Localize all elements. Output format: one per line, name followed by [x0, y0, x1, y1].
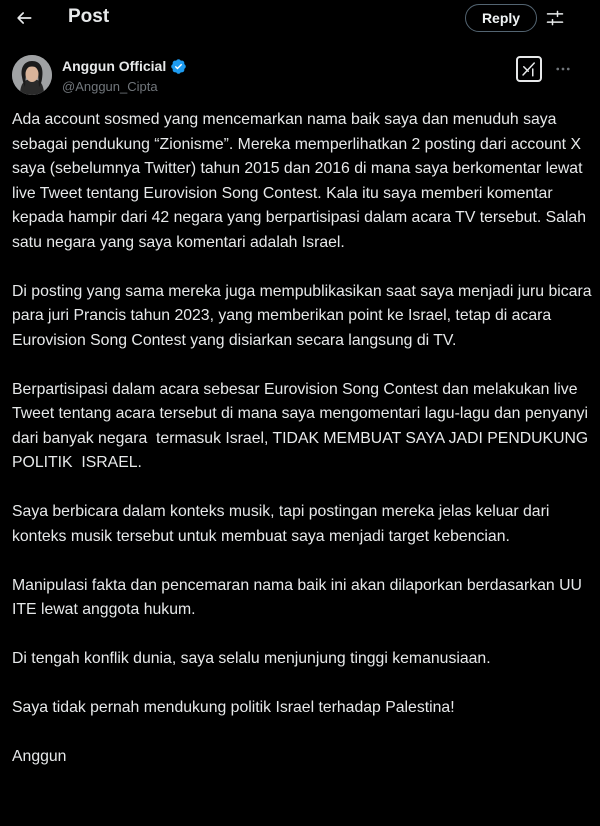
arrow-left-icon: [14, 8, 34, 28]
avatar[interactable]: [12, 55, 52, 95]
author-handle[interactable]: @Anggun_Cipta: [62, 79, 158, 94]
page-title: Post: [68, 6, 110, 27]
post-text: [12, 108, 594, 770]
post-paragraph: Manipulasi fakta dan pencemaran nama baik ini akan dilaporkan berdasarkan UU ITE lewat anggota hukum.: [12, 576, 587, 618]
sliders-icon: [545, 8, 565, 28]
post-signature: Anggun: [12, 748, 67, 765]
more-options-button[interactable]: [552, 58, 574, 80]
author-display-name[interactable]: Anggun Official: [62, 58, 167, 74]
post-paragraph: Di posting yang sama mereka juga mempublikasikan saat saya menjadi juru bicara para juri Prancis tahun 2023, yang memberikan point ke Israel, tetap di acara Eurovision Song Contest yang disiarkan secara langsung di TV.: [12, 282, 596, 349]
more-horizontal-icon: [554, 60, 572, 78]
back-button[interactable]: [10, 4, 38, 32]
avatar-image: [12, 55, 52, 95]
reply-button[interactable]: Reply: [465, 4, 537, 32]
post-paragraph: Ada account sosmed yang mencemarkan nama baik saya dan menuduh saya sebagai pendukung “Zionisme”. Mereka memperlihatkan 2 posting dari account X saya (sebelumnya Twitter) tahun 2015 dan 2016 di mana saya berkomentar lewat live Tweet tentang Eurovision Song Contest. Kala itu saya memberi komentar kepada hampir dari 42 negara yang berpartisipasi dalam acara TV tersebut. Salah satu negara yang saya komentari adalah Israel.: [12, 111, 591, 251]
top-bar: [0, 0, 600, 36]
post-paragraph: Di tengah konflik dunia, saya selalu menjunjung tinggi kemanusiaan.: [12, 650, 491, 667]
settings-button[interactable]: [542, 6, 568, 30]
post-paragraph: Saya berbicara dalam konteks musik, tapi postingan mereka jelas keluar dari konteks musik tersebut untuk membuat saya menjadi target kebencian.: [12, 503, 554, 545]
post-paragraph: Berpartisipasi dalam acara sebesar Eurovision Song Contest dan melakukan live Tweet tentang acara tersebut di mana saya mengomentari lagu-lagu dan penyanyi dari banyak negara termasuk Israel, TIDAK MEMBUAT SAYA JADI PENDUKUNG POLITIK ISRAEL.: [12, 380, 593, 471]
grok-button[interactable]: [516, 56, 542, 82]
verified-badge-icon[interactable]: [170, 58, 187, 75]
post-paragraph: Saya tidak pernah mendukung politik Israel terhadap Palestina!: [12, 699, 455, 716]
grok-icon: [520, 60, 538, 78]
author-name-row: [62, 57, 187, 75]
